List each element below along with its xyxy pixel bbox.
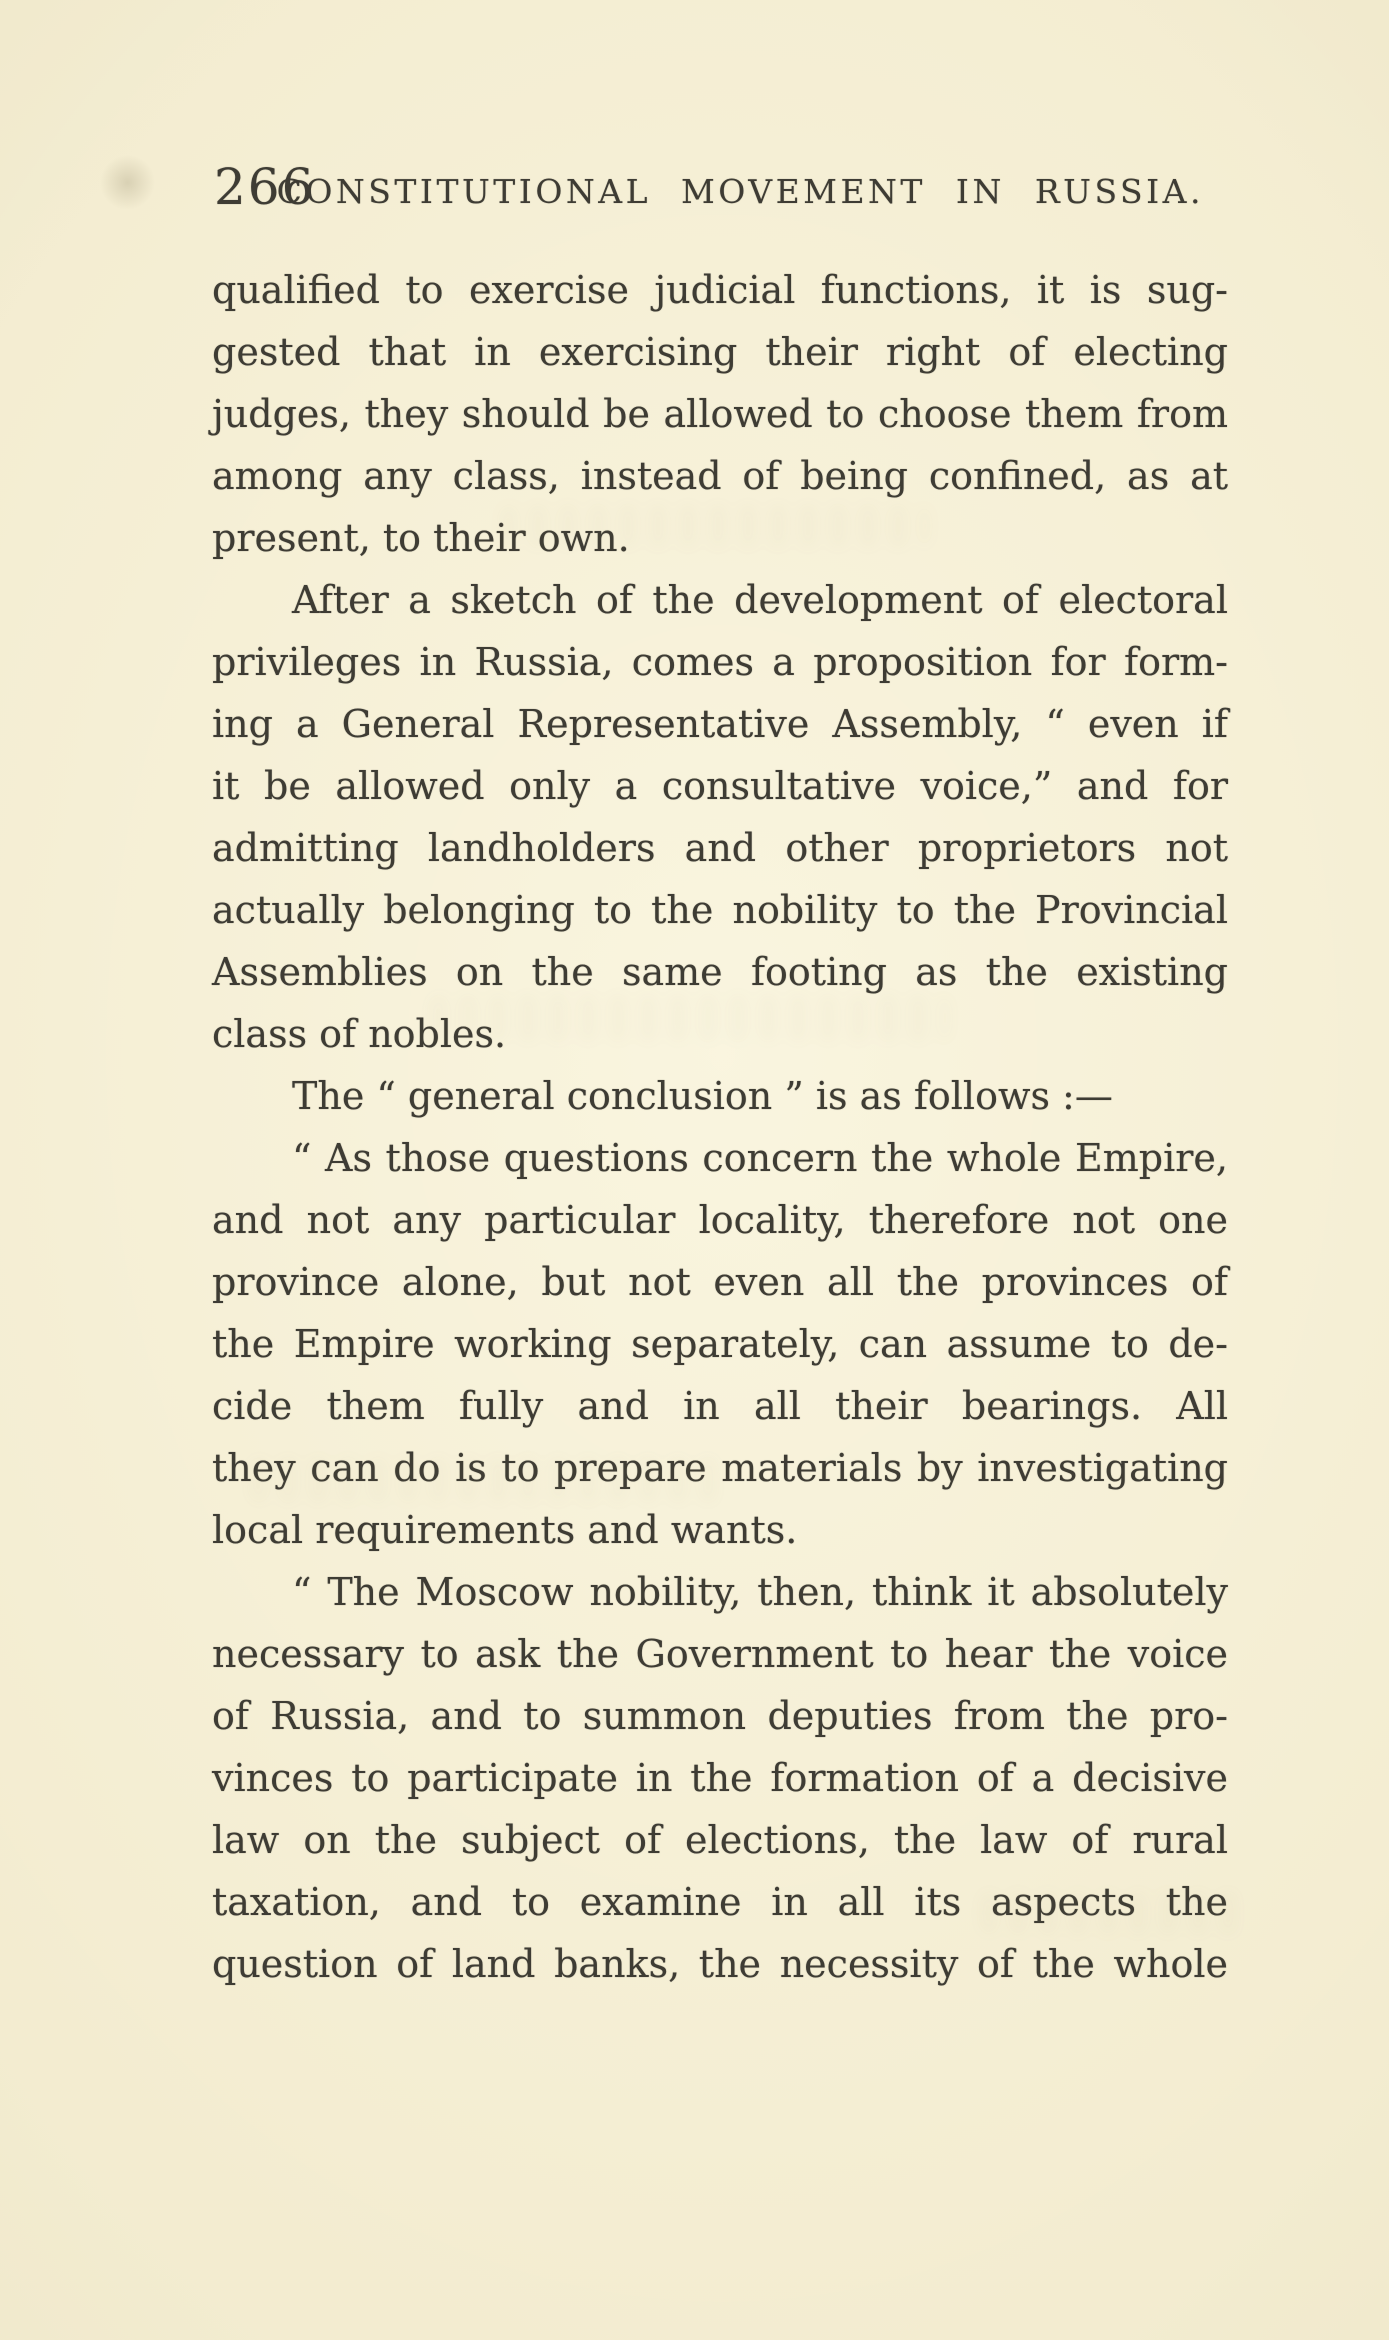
text-line: Assemblies on the same footing as the existing [212, 950, 1228, 994]
text-line: class of nobles. [212, 1012, 507, 1056]
text-line: province alone, but not even all the provinces of [212, 1260, 1228, 1304]
text-line: “ As those questions concern the whole Empire, [292, 1136, 1228, 1180]
text-line: question of land banks, the necessity of the whole [212, 1942, 1228, 1986]
text-line: taxation, and to examine in all its aspects the [212, 1880, 1228, 1924]
text-line: and not any particular locality, therefore not one [212, 1198, 1228, 1242]
text-line: they can do is to prepare materials by investigating [212, 1446, 1228, 1490]
text-line: admitting landholders and other proprietors not [212, 826, 1228, 870]
page-header [212, 158, 1228, 216]
page-text [212, 259, 1228, 1995]
text-line: among any class, instead of being confined, as at [212, 454, 1228, 498]
text-line: actually belonging to the nobility to the Provincial [212, 888, 1228, 932]
text-line: local requirements and wants. [212, 1508, 798, 1552]
text-line: vinces to participate in the formation of a decisive [212, 1756, 1228, 1800]
text-line: of Russia, and to summon deputies from the pro- [212, 1694, 1228, 1738]
page-number: 266 [214, 158, 316, 216]
text-line: necessary to ask the Government to hear the voice [212, 1632, 1228, 1676]
text-line: qualified to exercise judicial functions, it is sug- [212, 268, 1228, 312]
running-title: CONSTITUTIONAL MOVEMENT IN RUSSIA. [276, 172, 1204, 211]
text-line: gested that in exercising their right of electing [212, 330, 1228, 374]
text-line: After a sketch of the development of electoral [292, 578, 1228, 622]
text-line: cide them fully and in all their bearings. All [212, 1384, 1228, 1428]
text-line: the Empire working separately, can assume to de- [212, 1322, 1228, 1366]
paper-smudge [100, 155, 155, 210]
text-line: “ The Moscow nobility, then, think it absolutely [292, 1570, 1228, 1614]
text-line: judges, they should be allowed to choose them from [212, 392, 1228, 436]
text-line: The “ general conclusion ” is as follows :— [292, 1074, 1113, 1118]
text-line: law on the subject of elections, the law of rural [212, 1818, 1228, 1862]
text-line: it be allowed only a consultative voice,” and for [212, 764, 1228, 808]
text-line: present, to their own. [212, 516, 630, 560]
text-line: ing a General Representative Assembly, “ even if [212, 702, 1228, 746]
text-line: privileges in Russia, comes a proposition for form- [212, 640, 1228, 684]
